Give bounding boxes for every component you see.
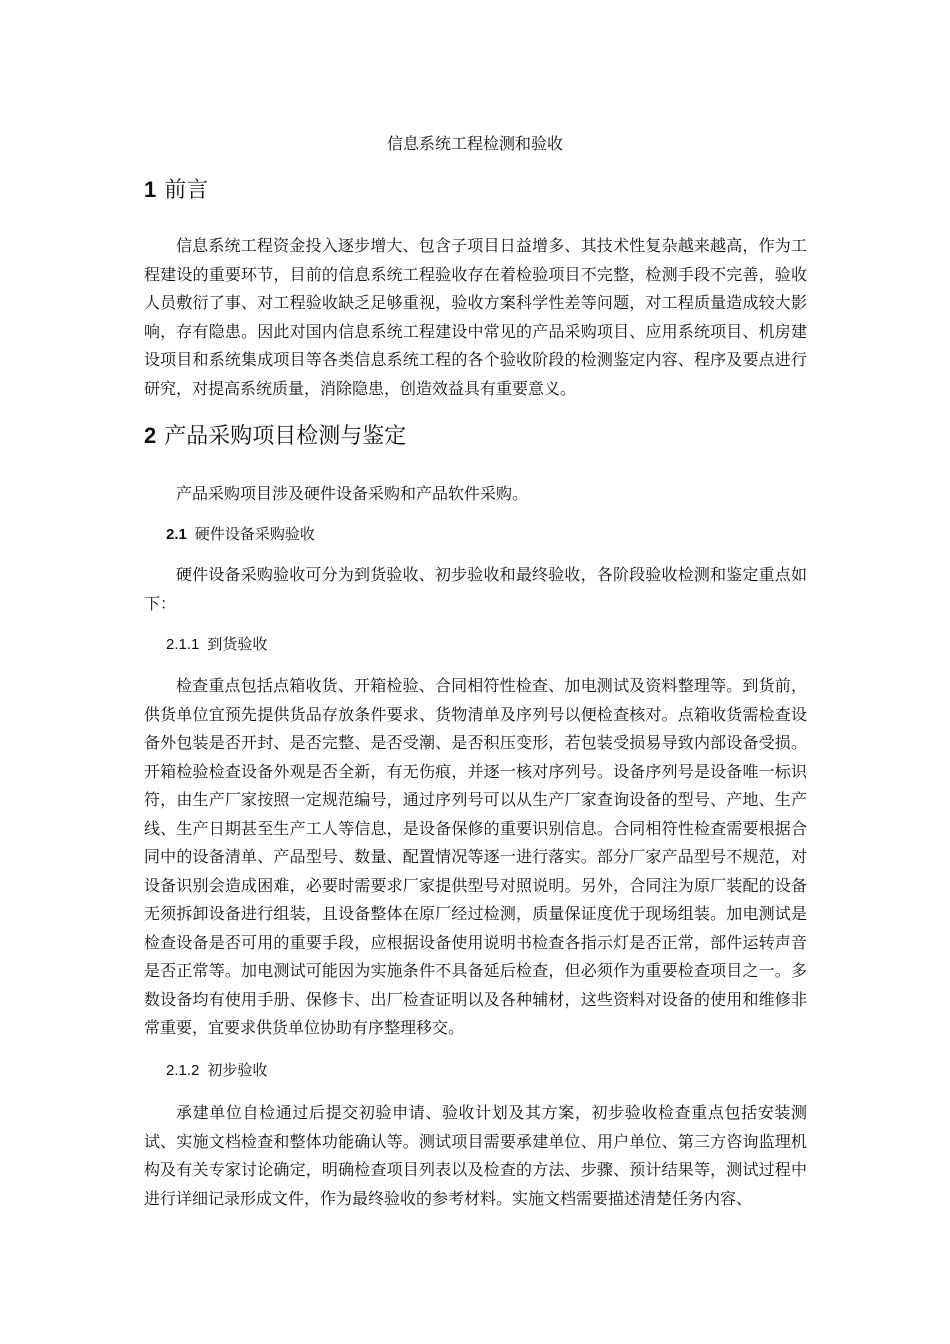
subsection-2-1-2-paragraph: 承建单位自检通过后提交初验申请、验收计划及其方案，初步验收检查重点包括安装测试、实施文档检查和整体功能确认等。测试项目需要承建单位、用户单位、第三方咨询监理机构及有关专家讨论确定，明确检查项目列表以及检查的方法、步骤、预计结果等，测试过程中进行详细记录形成文件，作为最终验收的参考材料。实施文档需要描述清楚任务内容、 — [144, 1103, 807, 1208]
subsection-2-1-title: 硬件设备采购验收 — [194, 525, 315, 543]
section-2-number: 2 — [144, 423, 157, 448]
document-title: 信息系统工程检测和验收 — [386, 134, 563, 153]
subsection-2-1-2-heading — [166, 1060, 267, 1081]
subsection-2-1-2-title: 初步验收 — [207, 1061, 268, 1079]
subsection-2-1-heading — [166, 524, 315, 545]
subsection-2-1-paragraph: 硬件设备采购验收可分为到货验收、初步验收和最终验收，各阶段验收检测和鉴定重点如下： — [144, 565, 807, 613]
subsection-2-1-number: 2.1 — [166, 526, 187, 543]
subsection-2-1-1-paragraph: 检查重点包括点箱收货、开箱检验、合同相符性检查、加电测试及资料整理等。到货前，供货单位宜预先提供货品存放条件要求、货物清单及序列号以便检查核对。点箱收货需检查设备外包装是否开封、是否完整、是否受潮、是否积压变形，若包装受损易导致内部设备受损。开箱检验检查设备外观是否全新，有无伤痕，并逐一核对序列号。设备序列号是设备唯一标识符，由生产厂家按照一定规范编号，通过序列号可以从生产厂家查询设备的型号、产地、生产线、生产日期甚至生产工人等信息，是设备保修的重要识别信息。合同相符性检查需要根据合同中的设备清单、产品型号、数量、配置情况等逐一进行落实。部分厂家产品型号不规范，对设备识别会造成困难，必要时需要求厂家提供型号对照说明。另外，合同注为原厂装配的设备无须拆卸设备进行组装，且设备整体在原厂经过检测，质量保证度优于现场组装。加电测试是检查设备是否可用的重要手段，应根据设备使用说明书检查各指示灯是否正常，部件运转声音是否正常等。加电测试可能因为实施条件不具备延后检查，但必须作为重要检查项目之一。多数设备均有使用手册、保修卡、出厂检查证明以及各种辅材，这些资料对设备的使用和维修非常重要，宜要求供货单位协助有序整理移交。 — [144, 676, 807, 1037]
subsection-2-1-1-number: 2.1.1 — [166, 636, 200, 653]
section-2-intro: 产品采购项目涉及硬件设备采购和产品软件采购。 — [176, 484, 529, 503]
section-1-number: 1 — [144, 177, 157, 202]
subsection-2-1-1-heading — [166, 634, 267, 655]
subsection-2-1-2-number: 2.1.2 — [166, 1062, 200, 1079]
subsection-2-1-1-title: 到货验收 — [207, 635, 268, 653]
section-1-title: 前言 — [164, 178, 209, 203]
section-1-paragraph: 信息系统工程资金投入逐步增大、包含子项目日益增多、其技术性复杂越来越高，作为工程建设的重要环节，目前的信息系统工程验收存在着检验项目不完整，检测手段不完善，验收人员敷衍了事、对工程验收缺乏足够重视，验收方案科学性差等问题，对工程质量造成较大影响，存有隐患。因此对国内信息系统工程建设中常见的产品采购项目、应用系统项目、机房建设项目和系统集成项目等各类信息系统工程的各个验收阶段的检测鉴定内容、程序及要点进行研究，对提高系统质量，消除隐患，创造效益具有重要意义。 — [144, 236, 807, 398]
section-2-heading — [144, 422, 406, 451]
section-1-heading — [144, 176, 208, 205]
section-2-title: 产品采购项目检测与鉴定 — [164, 424, 407, 449]
